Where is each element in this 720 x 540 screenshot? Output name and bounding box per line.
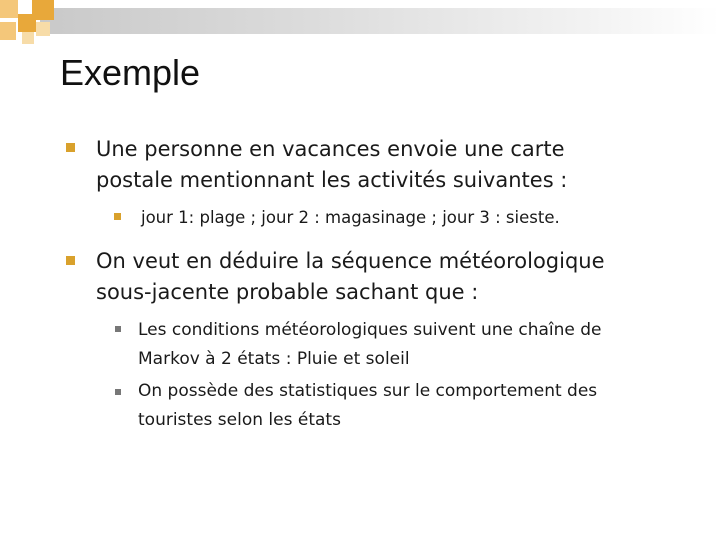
slide-title: Exemple xyxy=(60,52,201,93)
deco-square xyxy=(0,0,18,18)
bullet-2-text xyxy=(96,246,605,308)
header-gradient-bar xyxy=(40,8,720,34)
bullet-2-sub-2-line-1: On possède des statistiques sur le comportement des xyxy=(138,381,598,401)
deco-square xyxy=(0,22,16,40)
bullet-2-line-2: sous-jacente probable sachant que : xyxy=(96,280,479,304)
bullet-2-line-1: On veut en déduire la séquence météorologique xyxy=(96,249,605,273)
bullet-2-sub-2 xyxy=(138,377,597,435)
deco-square xyxy=(22,32,34,44)
bullet-1-sub-1: jour 1: plage ; jour 2 : magasinage ; jour 3 : sieste. xyxy=(141,208,560,227)
bullet-square-icon xyxy=(66,256,75,265)
bullet-2-sub-1-line-1: Les conditions météorologiques suivent une chaîne de xyxy=(138,320,602,340)
sub-bullet-square-icon xyxy=(115,326,121,332)
bullet-1-text xyxy=(96,134,567,196)
deco-square xyxy=(18,0,32,14)
bullet-2-sub-1 xyxy=(138,316,602,374)
deco-square xyxy=(18,14,36,32)
bullet-1-line-1: Une personne en vacances envoie une carte xyxy=(96,137,565,161)
bullet-square-icon xyxy=(66,143,75,152)
bullet-2-sub-1-line-2: Markov à 2 états : Pluie et soleil xyxy=(138,349,410,369)
deco-square xyxy=(36,22,50,36)
bullet-2-sub-2-line-2: touristes selon les états xyxy=(138,410,341,430)
sub-bullet-square-icon xyxy=(114,213,121,220)
sub-bullet-square-icon xyxy=(115,389,121,395)
bullet-1-line-2: postale mentionnant les activités suivantes : xyxy=(96,168,568,192)
